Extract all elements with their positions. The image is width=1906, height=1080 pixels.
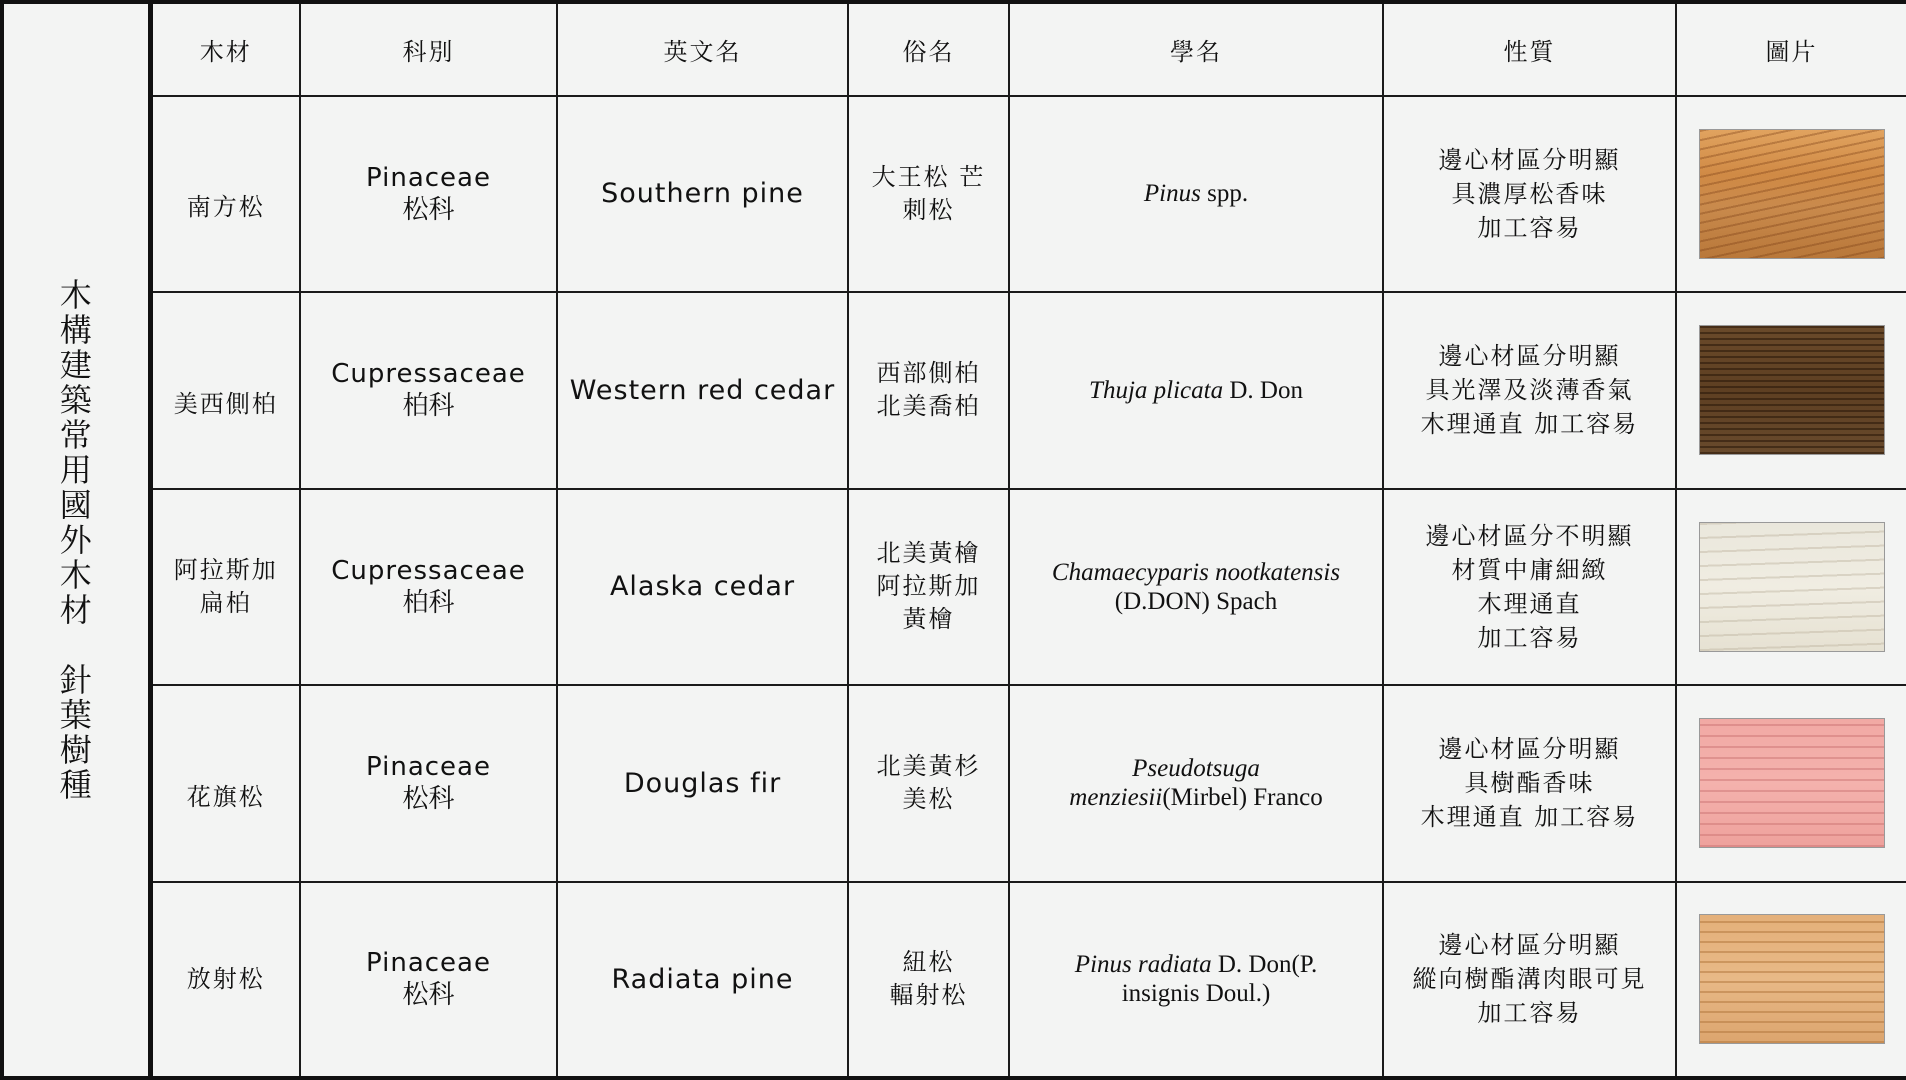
family: Pinaceae 松科 bbox=[300, 96, 557, 292]
english-name: Southern pine bbox=[557, 96, 848, 292]
alaska-cedar-wood-photo bbox=[1699, 522, 1885, 652]
properties: 邊心材區分明顯 具濃厚松香味 加工容易 bbox=[1383, 96, 1676, 292]
scientific-name: Pseudotsuga menziesii(Mirbel) Franco bbox=[1009, 685, 1383, 881]
family: Pinaceae 松科 bbox=[300, 685, 557, 881]
family: Cupressaceae 柏科 bbox=[300, 292, 557, 488]
image-cell bbox=[1676, 685, 1906, 881]
english-name: Alaska cedar bbox=[557, 489, 848, 685]
wood-name: 放射松 bbox=[150, 882, 300, 1079]
header-wood: 木材 bbox=[150, 2, 300, 96]
table-row bbox=[2, 292, 1906, 488]
header-row bbox=[2, 2, 1906, 96]
header-family: 科別 bbox=[300, 2, 557, 96]
table-row bbox=[2, 882, 1906, 1079]
table-row bbox=[2, 685, 1906, 881]
wood-name: 阿拉斯加 扁柏 bbox=[150, 489, 300, 685]
english-name: Douglas fir bbox=[557, 685, 848, 881]
family: Cupressaceae 柏科 bbox=[300, 489, 557, 685]
english-name: Western red cedar bbox=[557, 292, 848, 488]
scientific-name: Chamaecyparis nootkatensis (D.DON) Spach bbox=[1009, 489, 1383, 685]
image-cell bbox=[1676, 292, 1906, 488]
common-name: 北美黃檜 阿拉斯加 黃檜 bbox=[848, 489, 1009, 685]
scientific-name: Pinus radiata D. Don(P. insignis Doul.) bbox=[1009, 882, 1383, 1079]
wood-name: 美西側柏 bbox=[150, 292, 300, 488]
side-title-vertical: 木 構 建 築 常 用 國 外 木 材 針 葉 樹 種 bbox=[59, 275, 92, 804]
common-name: 北美黃杉 美松 bbox=[848, 685, 1009, 881]
wood-name: 南方松 bbox=[150, 96, 300, 292]
western-red-cedar-wood-photo bbox=[1699, 325, 1885, 455]
scientific-name: Thuja plicata D. Don bbox=[1009, 292, 1383, 488]
common-name: 紐松 輻射松 bbox=[848, 882, 1009, 1079]
common-name: 西部側柏 北美喬柏 bbox=[848, 292, 1009, 488]
common-name: 大王松 芒 刺松 bbox=[848, 96, 1009, 292]
scientific-name: Pinus spp. bbox=[1009, 96, 1383, 292]
properties: 邊心材區分明顯 具樹酯香味 木理通直 加工容易 bbox=[1383, 685, 1676, 881]
header-image: 圖片 bbox=[1676, 2, 1906, 96]
table-row bbox=[2, 96, 1906, 292]
table-row bbox=[2, 489, 1906, 685]
douglas-fir-wood-photo bbox=[1699, 718, 1885, 848]
wood-name: 花旗松 bbox=[150, 685, 300, 881]
properties: 邊心材區分不明顯 材質中庸細緻 木理通直 加工容易 bbox=[1383, 489, 1676, 685]
image-cell bbox=[1676, 489, 1906, 685]
radiata-pine-wood-photo bbox=[1699, 914, 1885, 1044]
header-properties: 性質 bbox=[1383, 2, 1676, 96]
header-scientific-name: 學名 bbox=[1009, 2, 1383, 96]
image-cell bbox=[1676, 96, 1906, 292]
properties: 邊心材區分明顯 具光澤及淡薄香氣 木理通直 加工容易 bbox=[1383, 292, 1676, 488]
image-cell bbox=[1676, 882, 1906, 1079]
family: Pinaceae 松科 bbox=[300, 882, 557, 1079]
header-english-name: 英文名 bbox=[557, 2, 848, 96]
southern-pine-wood-photo bbox=[1699, 129, 1885, 259]
side-title bbox=[2, 2, 150, 1078]
properties: 邊心材區分明顯 縱向樹酯溝肉眼可見 加工容易 bbox=[1383, 882, 1676, 1079]
header-common-name: 俗名 bbox=[848, 2, 1009, 96]
english-name: Radiata pine bbox=[557, 882, 848, 1079]
